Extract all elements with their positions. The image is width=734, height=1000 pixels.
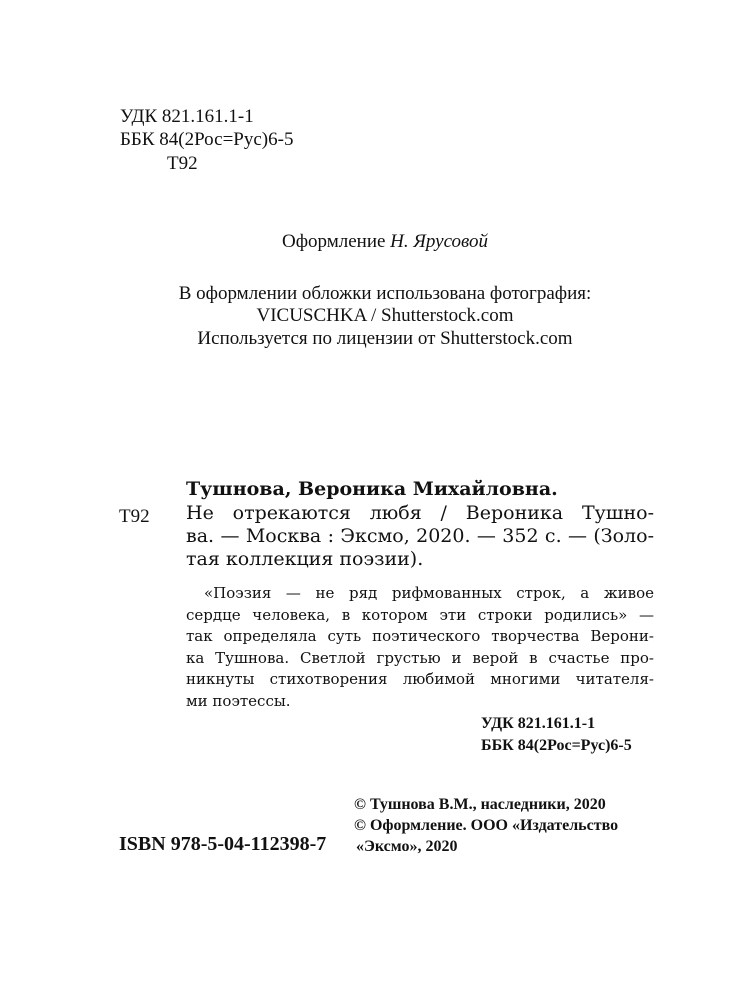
design-credit	[0, 232, 734, 251]
annotation-line-1: «Поэзия — не ряд рифмованных строк, а живое	[204, 584, 654, 602]
designer-name: Н. Ярусовой	[390, 231, 489, 252]
copyright-line-3: «Эксмо», 2020	[356, 838, 458, 855]
record-author-mark: Т92	[119, 506, 150, 527]
record-line-3: тая коллекция поэзии).	[186, 548, 424, 570]
record-line-2: ва. — Москва : Эксмо, 2020. — 352 с. — (Золо-	[186, 525, 654, 547]
annotation-line-2: сердце человека, в котором эти строки родились» —	[186, 606, 654, 624]
bbk-code-top: ББК 84(2Рос=Рус)6-5	[120, 129, 294, 150]
photo-credit-line-1: В оформлении обложки использована фотография:	[178, 283, 592, 304]
record-line-1: Не отрекаются любя / Вероника Тушно-	[186, 502, 654, 524]
photo-credit-line-2: VICUSCHKA / Shutterstock.com	[256, 305, 514, 326]
isbn-number: ISBN 978-5-04-112398-7	[119, 833, 327, 855]
bbk-code-bottom: ББК 84(2Рос=Рус)6-5	[481, 737, 632, 754]
copyright-line-2: © Оформление. ООО «Издательство	[354, 817, 619, 834]
udk-code-top: УДК 821.161.1-1	[120, 106, 254, 127]
copyright-line-1: © Тушнова В.М., наследники, 2020	[354, 796, 606, 813]
photo-credit-line-3: Используется по лицензии от Shutterstock.com	[197, 328, 573, 349]
annotation-line-5: никнуты стихотворения любимой многими читателя-	[186, 670, 654, 688]
annotation-line-4: ка Тушнова. Светлой грустью и верой в счастье про-	[186, 649, 654, 667]
author-mark-top: Т92	[167, 153, 198, 174]
annotation-line-6: ми поэтессы.	[186, 692, 291, 710]
design-credit-label: Оформление	[281, 231, 391, 252]
record-author: Тушнова, Вероника Михайловна.	[186, 478, 558, 500]
udk-code-bottom: УДК 821.161.1-1	[481, 715, 596, 732]
annotation-line-3: так определяла суть поэтического творчества Верони-	[186, 627, 654, 645]
